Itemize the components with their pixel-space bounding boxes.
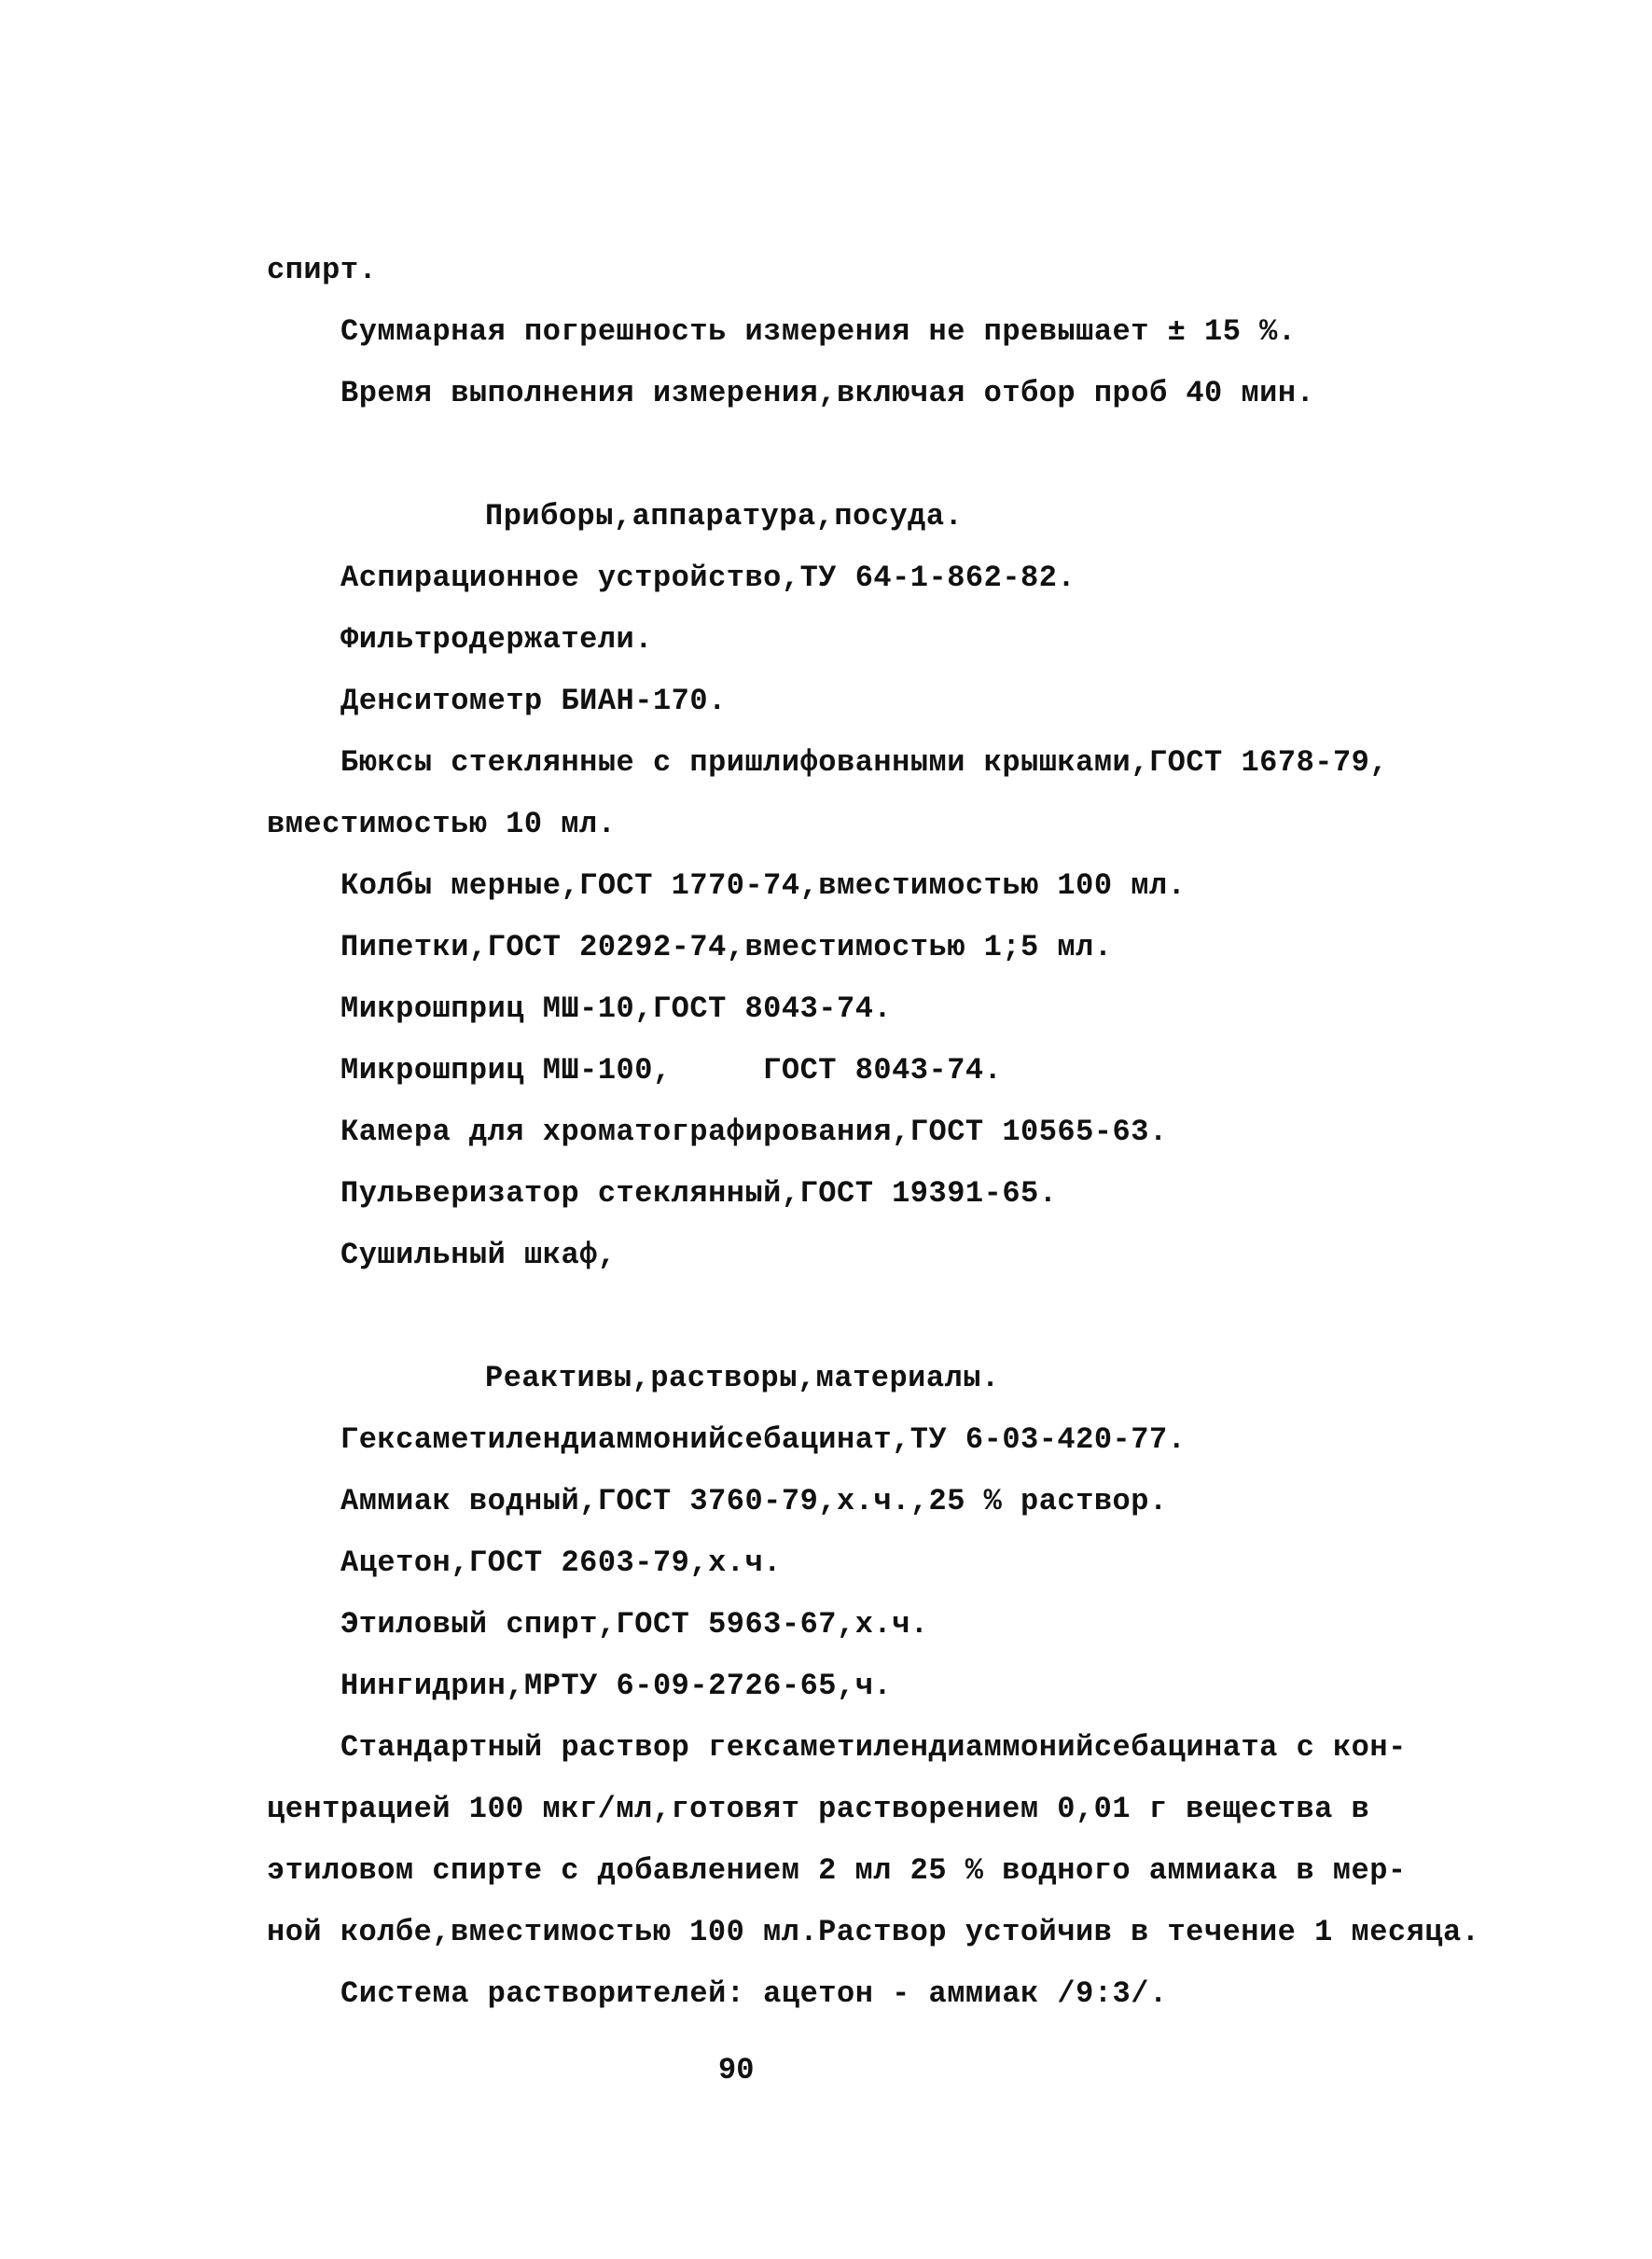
- instrument-item-continuation: вместимостью 10 мл.: [267, 807, 617, 841]
- reagent-item: Ацетон,ГОСТ 2603-79,х.ч.: [340, 1545, 782, 1580]
- intro-line-1: спирт.: [267, 253, 378, 287]
- reagent-item: Этиловый спирт,ГОСТ 5963-67,х.ч.: [340, 1607, 929, 1642]
- instrument-item: Денситометр БИАН-170.: [340, 684, 727, 718]
- instrument-item: Аспирационное устройство,ТУ 64-1-862-82.: [340, 561, 1076, 595]
- paragraph-line: Стандартный раствор гексаметилендиаммонийсебацината с кон-: [340, 1730, 1407, 1765]
- page-number: 90: [718, 2053, 755, 2087]
- intro-line-3: Время выполнения измерения,включая отбор проб 40 мин.: [340, 376, 1315, 410]
- instrument-item: Микрошприц МШ-100, ГОСТ 8043-74.: [340, 1053, 1003, 1088]
- instrument-item: Пипетки,ГОСТ 20292-74,вместимостью 1;5 мл.: [340, 930, 1113, 964]
- section-heading-instruments: Приборы,аппаратура,посуда.: [485, 499, 964, 534]
- instrument-item: Камера для хроматографирования,ГОСТ 10565-63.: [340, 1115, 1168, 1149]
- paragraph-line: этиловом спирте с добавлением 2 мл 25 % водного аммиака в мер-: [267, 1853, 1407, 1888]
- instrument-item: Микрошприц МШ-10,ГОСТ 8043-74.: [340, 991, 893, 1026]
- solvent-system-line: Система растворителей: ацетон - аммиак /9:3/.: [340, 1976, 1168, 2011]
- reagent-item: Гексаметилендиаммонийсебацинат,ТУ 6-03-420-77.: [340, 1422, 1187, 1457]
- reagent-item: Аммиак водный,ГОСТ 3760-79,х.ч.,25 % раствор.: [340, 1484, 1168, 1518]
- reagent-item: Нингидрин,МРТУ 6-09-2726-65,ч.: [340, 1669, 893, 1703]
- paragraph-line: центрацией 100 мкг/мл,готовят растворением 0,01 г вещества в: [267, 1792, 1370, 1826]
- paragraph-line: ной колбе,вместимостью 100 мл.Раствор устойчив в течение 1 месяца.: [267, 1915, 1480, 1949]
- section-heading-reagents: Реактивы,растворы,материалы.: [485, 1361, 1000, 1395]
- instrument-item: Бюксы стеклянные с пришлифованными крышками,ГОСТ 1678-79,: [340, 745, 1389, 780]
- instrument-item: Пульверизатор стеклянный,ГОСТ 19391-65.: [340, 1176, 1058, 1211]
- intro-line-2: Суммарная погрешность измерения не превышает ± 15 %.: [340, 314, 1297, 349]
- instrument-item: Сушильный шкаф,: [340, 1238, 617, 1272]
- instrument-item: Колбы мерные,ГОСТ 1770-74,вместимостью 100 мл.: [340, 868, 1187, 903]
- instrument-item: Фильтродержатели.: [340, 622, 653, 657]
